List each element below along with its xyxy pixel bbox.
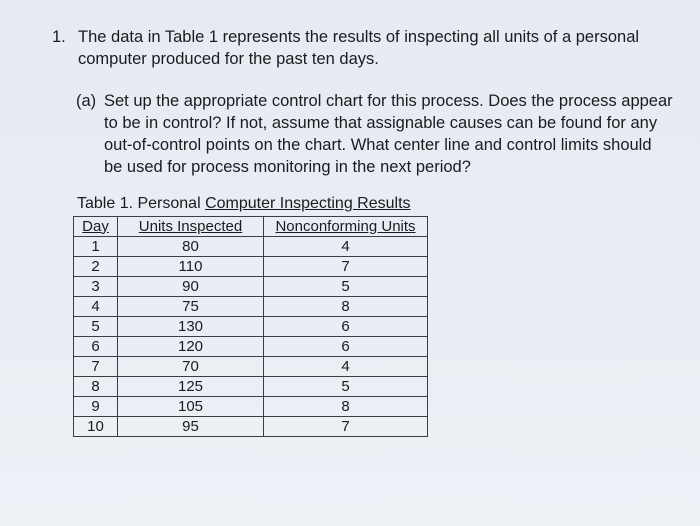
table-caption-title: Computer Inspecting Results xyxy=(205,195,411,212)
cell-nonconforming-units: 7 xyxy=(264,417,428,437)
table-row xyxy=(74,337,428,357)
cell-nonconforming-units: 4 xyxy=(264,237,428,257)
cell-nonconforming-units: 5 xyxy=(264,277,428,297)
part-a-line: be used for process monitoring in the next period? xyxy=(104,158,471,176)
cell-day: 7 xyxy=(74,357,118,377)
question-line: computer produced for the past ten days. xyxy=(78,50,379,68)
table-row xyxy=(74,397,428,417)
cell-day: 9 xyxy=(74,397,118,417)
table-row xyxy=(74,297,428,317)
cell-units-inspected: 105 xyxy=(118,397,264,417)
cell-day: 2 xyxy=(74,257,118,277)
header-nonconforming-units: Nonconforming Units xyxy=(264,217,428,237)
cell-day: 3 xyxy=(74,277,118,297)
cell-units-inspected: 125 xyxy=(118,377,264,397)
part-a-line: out-of-control points on the chart. What center line and control limits should xyxy=(104,136,652,154)
cell-day: 10 xyxy=(74,417,118,437)
cell-nonconforming-units: 4 xyxy=(264,357,428,377)
cell-units-inspected: 130 xyxy=(118,317,264,337)
table-header-row xyxy=(74,217,428,237)
part-a-text xyxy=(104,90,694,178)
question-text xyxy=(78,26,678,70)
cell-day: 5 xyxy=(74,317,118,337)
table-caption-prefix: Table 1. Personal xyxy=(77,195,206,212)
cell-day: 6 xyxy=(74,337,118,357)
cell-nonconforming-units: 8 xyxy=(264,297,428,317)
part-a-line: Set up the appropriate control chart for this process. Does the process appear xyxy=(104,92,673,110)
cell-day: 1 xyxy=(74,237,118,257)
question-number: 1. xyxy=(52,28,66,46)
cell-nonconforming-units: 5 xyxy=(264,377,428,397)
table-row xyxy=(74,237,428,257)
part-a-line: to be in control? If not, assume that assignable causes can be found for any xyxy=(104,114,658,132)
part-a-label: (a) xyxy=(76,92,97,110)
cell-units-inspected: 90 xyxy=(118,277,264,297)
cell-day: 4 xyxy=(74,297,118,317)
cell-day: 8 xyxy=(74,377,118,397)
inspection-table xyxy=(73,216,428,437)
table-row xyxy=(74,357,428,377)
header-units-inspected: Units Inspected xyxy=(118,217,264,237)
question-line: The data in Table 1 represents the results of inspecting all units of a personal xyxy=(78,28,640,46)
table-row xyxy=(74,417,428,437)
cell-units-inspected: 95 xyxy=(118,417,264,437)
cell-units-inspected: 120 xyxy=(118,337,264,357)
cell-units-inspected: 110 xyxy=(118,257,264,277)
cell-nonconforming-units: 8 xyxy=(264,397,428,417)
cell-units-inspected: 70 xyxy=(118,357,264,377)
table-caption xyxy=(77,194,411,214)
table-row xyxy=(74,377,428,397)
table-row xyxy=(74,257,428,277)
cell-nonconforming-units: 6 xyxy=(264,337,428,357)
cell-nonconforming-units: 7 xyxy=(264,257,428,277)
table-row xyxy=(74,317,428,337)
cell-nonconforming-units: 6 xyxy=(264,317,428,337)
table-row xyxy=(74,277,428,297)
cell-units-inspected: 80 xyxy=(118,237,264,257)
header-day: Day xyxy=(74,217,118,237)
cell-units-inspected: 75 xyxy=(118,297,264,317)
